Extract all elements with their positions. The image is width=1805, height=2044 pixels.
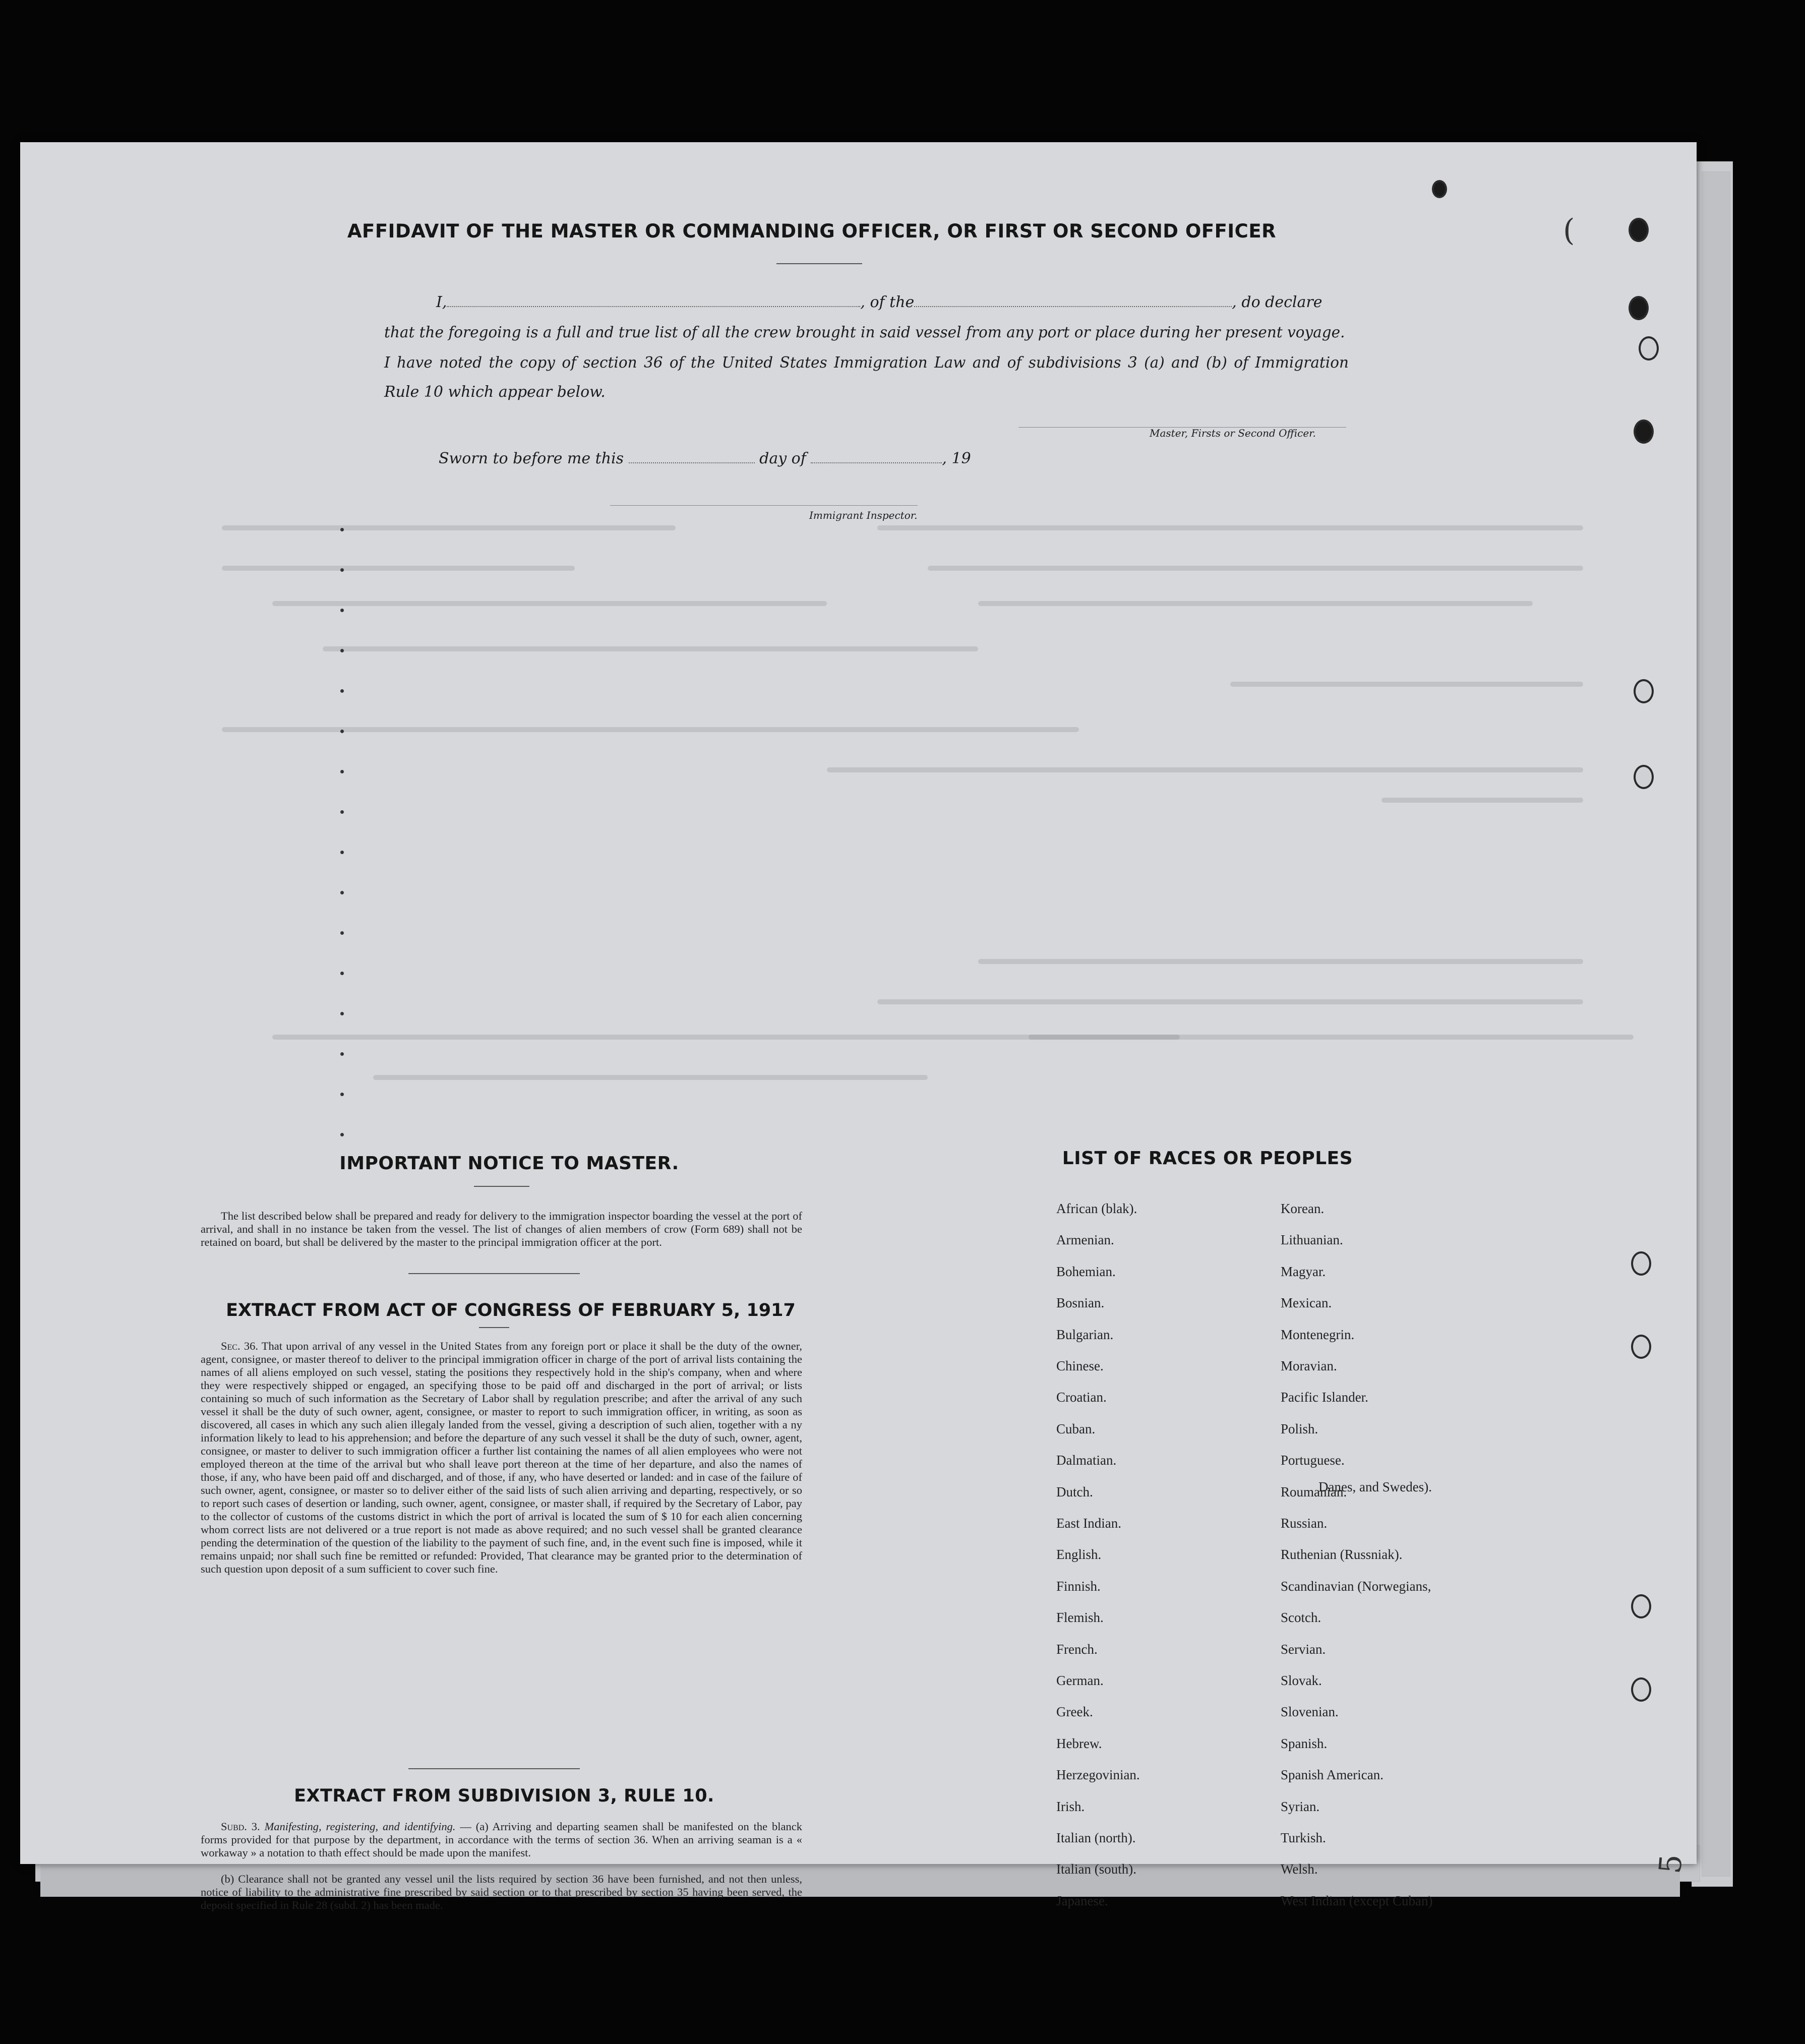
race-item: Bohemian. (1056, 1264, 1116, 1279)
race-item: Bosnian. (1056, 1295, 1105, 1311)
race-item: Armenian. (1056, 1232, 1114, 1248)
race-item: German. (1056, 1673, 1104, 1688)
race-item: Dalmatian. (1056, 1453, 1117, 1468)
affidavit-line4: Rule 10 which appear below. (384, 383, 606, 401)
race-item: Pacific Islander. (1281, 1390, 1368, 1405)
race-item: Magyar. (1281, 1264, 1326, 1279)
rule-a-text: — (a) Arriving and departing seamen shall be manifested on the blanck forms provided for that purpose by the department, in accordance with the terms of section 36. When an arriving seaman is a « workaway » a notation to thath effect should be made upon the manifest. (201, 1820, 803, 1859)
race-item: Moravian. (1281, 1358, 1337, 1373)
notice-title: IMPORTANT NOTICE TO MASTER. (339, 1153, 679, 1174)
act-divider (408, 1768, 580, 1769)
margin-mark: 5 (1652, 1852, 1690, 1876)
binder-hole (1629, 218, 1649, 242)
race-item: Portuguese. (1281, 1453, 1345, 1468)
binder-hole (1634, 765, 1654, 789)
stray-mark: ( (1563, 213, 1575, 248)
page-stack-edge (1702, 171, 1730, 1877)
act-title-rule (479, 1327, 509, 1328)
race-item: Lithuanian. (1281, 1232, 1343, 1248)
race-item: Mexican. (1281, 1295, 1332, 1311)
binder-hole (1629, 296, 1649, 320)
race-item: Scotch. (1281, 1610, 1321, 1626)
race-item: Slovak. (1281, 1673, 1322, 1688)
race-item: Cuban. (1056, 1421, 1096, 1436)
notice-divider (408, 1273, 580, 1274)
race-item: Welsh. (1281, 1861, 1318, 1877)
race-item: Greek. (1056, 1704, 1093, 1720)
rule-subd-heading: Manifesting, registering, and identifying. (264, 1820, 456, 1833)
act-text: That upon arrival of any vessel in the United States from any foreign port or place it shall be the duty of the owner, agent, consignee, or master thereof to deliver to the principal immigration officer in charge of the port of arrival lists containing the names of all aliens employed on such vessel, stating the positions they respectively hold in the ship's company, when and where they were respectively shipped or engaged, an specifying those to be paid off and discharged in the port of arrival; or lists containing so much of such information as the Secretary of Labor shall by regulation prescribe; and after the arrival of any such vessel it shall be the duty of such owner, agent, consignee, or master to report to such immigration officer, in writing, as soon as discovered, all cases in which any such alien illegaly landed from the vessel, giving a description of such alien, together with a ny information likely to lead to his apprehension; and before the departure of any such vessel it shall be the duty of such, owner, agent, consignee, or master to deliver to such immigration officer a further list containing the names of all alien employees who were not employed thereon at the time of the arrival but who shall leave port thereon at the time of her departure, and also the names of those, if any, who have been paid off and discharged, and of those, if any, who have deserted or landed: and in case of the failure of such owner, agent, consignee, or master so to deliver either of the said lists of such alien arriving and departing, respectively, or so to report such cases of desertion or landing, such owner, agent, consignee, or master shall, if required by the Secretary of Labor, pay to the collector of customs of the customs district in which the port of arrival is located the sum of $ 10 for each alien concerning whom correct lists are not delivered or a true report is not made as above required; and no such vessel shall be granted clearance pending the determination of the question of the liability to the payment of such fine, and, in the event such fine is imposed, while it remains unpaid; nor shall such fine be remitted or refunded: Provided, That clearance may be granted prior to the determination of such question upon deposit of a sum sufficient to cover such fine. (201, 1340, 802, 1575)
race-item: Finnish. (1056, 1578, 1101, 1594)
race-item: Irish. (1056, 1798, 1085, 1814)
act-body (201, 1340, 802, 1576)
race-item: East Indian. (1056, 1516, 1121, 1531)
race-scandinavian-cont: Danes, and Swedes). (1318, 1479, 1432, 1494)
binder-hole (1432, 180, 1447, 198)
race-item: Flemish. (1056, 1610, 1104, 1626)
affidavit-i: I, (436, 293, 447, 311)
race-item: Slovenian. (1281, 1704, 1339, 1720)
race-item: Croatian. (1056, 1390, 1107, 1405)
signature-caption: Master, Firsts or Second Officer. (1150, 427, 1316, 439)
race-item: French. (1056, 1641, 1098, 1657)
vessel-blank[interactable] (914, 306, 1232, 307)
binder-hole (1631, 1677, 1651, 1702)
race-item: Syrian. (1281, 1798, 1320, 1814)
rule-subd-label: Subd. 3. (221, 1820, 260, 1833)
sworn-day: day of (759, 450, 806, 467)
rule-para-b: (b) Clearance shall not be granted any vessel unil the lists required by section 36 have been furnished, and not then unless, notice of liability to the administrative fine prescribed by said section or to that prescribed by section 35 having been served, the deposit specified in Rule 28 (subd. 2) has been made. (201, 1873, 802, 1911)
rule-para-a (201, 1820, 802, 1859)
races-title: LIST OF RACES OR PEOPLES (1062, 1148, 1353, 1169)
race-item: Roumanian. (1281, 1484, 1347, 1499)
inspector-signature-line (610, 505, 918, 506)
race-item: Korean. (1281, 1201, 1325, 1216)
binder-hole (1634, 679, 1654, 703)
race-item: Servian. (1281, 1641, 1326, 1657)
sworn-line (439, 450, 971, 467)
race-item: Herzegovinian. (1056, 1767, 1140, 1783)
name-blank[interactable] (447, 306, 860, 307)
race-item: Bulgarian. (1056, 1327, 1114, 1342)
binder-hole (1631, 1335, 1651, 1359)
race-item: Spanish American. (1281, 1767, 1383, 1783)
notice-title-rule (474, 1186, 529, 1187)
race-item: Hebrew. (1056, 1735, 1102, 1751)
race-item: Italian (north). (1056, 1830, 1136, 1845)
race-item: Montenegrin. (1281, 1327, 1355, 1342)
affidavit-line3: I have noted the copy of section 36 of the United States Immigration Law and of subdivisions 3 (a) and (b) of Immigration (384, 354, 1349, 371)
inspector-caption: Immigrant Inspector. (809, 509, 918, 521)
race-item: Japanese. (1056, 1893, 1108, 1908)
race-item: West Indian (except Cuban) (1281, 1893, 1433, 1908)
sworn-prefix: Sworn to before me this (439, 450, 624, 467)
sworn-year: , 19 (942, 450, 971, 467)
binder-hole (1631, 1251, 1651, 1276)
affidavit-declare: , do declare (1232, 293, 1322, 311)
rule-title: EXTRACT FROM SUBDIVISION 3, RULE 10. (294, 1786, 714, 1806)
affidavit-line1 (436, 293, 1349, 311)
affidavit-line2: that the foregoing is a full and true list of all the crew brought in said vessel from any port or place during her present voyage. (384, 324, 1345, 341)
act-title: EXTRACT FROM ACT OF CONGRESS OF FEBRUARY 5, 1917 (226, 1300, 796, 1320)
race-item: Scandinavian (Norwegians, (1281, 1578, 1431, 1594)
race-item: Polish. (1281, 1421, 1318, 1436)
binder-hole (1631, 1594, 1651, 1618)
month-blank[interactable] (811, 462, 942, 463)
binder-hole (1634, 419, 1654, 444)
binder-hole (1639, 336, 1659, 360)
race-item: English. (1056, 1547, 1102, 1562)
race-item: Ruthenian (Russniak). (1281, 1547, 1403, 1562)
race-item: Italian (south). (1056, 1861, 1136, 1877)
notice-body: The list described below shall be prepared and ready for delivery to the immigration inspector boarding the vessel at the port of arrival, and shall in no instance be taken from the vessel. The list of changes of alien members of crow (Form 689) shall not be retained on board, but shall be delivered by the master to the principal immigration officer at the port. (201, 1210, 802, 1248)
race-item: Dutch. (1056, 1484, 1093, 1499)
day-blank[interactable] (629, 462, 755, 463)
race-item: Turkish. (1281, 1830, 1326, 1845)
act-sec-label: Sec. 36. (221, 1340, 258, 1352)
race-item: Russian. (1281, 1516, 1328, 1531)
race-item: Spanish. (1281, 1735, 1328, 1751)
manifest-page (20, 142, 1697, 1911)
race-item: Chinese. (1056, 1358, 1104, 1373)
affidavit-title-rule (776, 263, 862, 264)
affidavit-title: AFFIDAVIT OF THE MASTER OR COMMANDING OFFICER, OR FIRST OR SECOND OFFICER (347, 220, 1277, 242)
race-item: African (blak). (1056, 1201, 1137, 1216)
affidavit-of-the: , of the (860, 293, 915, 311)
